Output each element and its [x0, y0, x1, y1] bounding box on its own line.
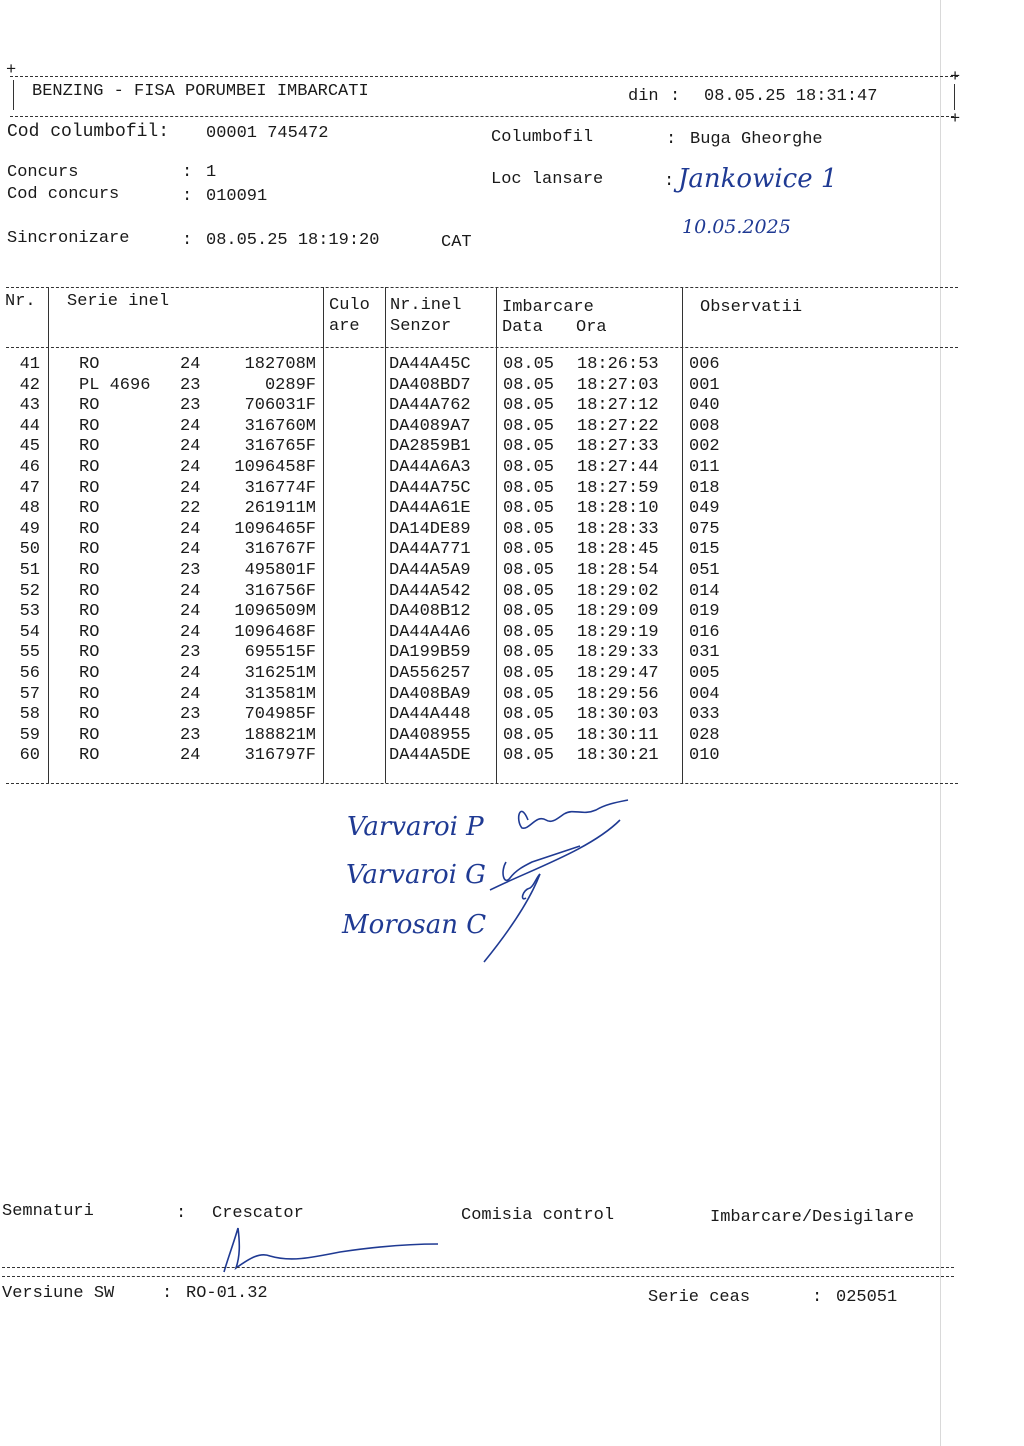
cell-inel: 261911M	[244, 499, 316, 519]
cell-nr: 45	[19, 437, 40, 457]
cell-data: 08.05	[503, 540, 555, 560]
table-row	[0, 479, 1024, 500]
cell-data: 08.05	[503, 437, 555, 457]
table-row	[0, 623, 1024, 644]
cell-ora: 18:30:11	[577, 725, 659, 745]
cell-data: 08.05	[503, 355, 555, 374]
cell-senzor: DA44A762	[389, 396, 471, 416]
header-senzor: Senzor	[390, 317, 452, 336]
cell-ora: 18:29:09	[577, 602, 659, 622]
table-row	[0, 643, 1024, 664]
sincronizare-zone: CAT	[441, 233, 472, 252]
cell-senzor: DA408955	[389, 725, 471, 745]
divider	[2, 1276, 954, 1277]
loc-lansare-value: Jankowice 1	[678, 164, 838, 194]
cell-ora: 18:26:53	[577, 355, 659, 374]
cell-data: 08.05	[503, 725, 555, 745]
cell-data: 08.05	[503, 684, 555, 704]
cod-columbofil-label: Cod columbofil:	[7, 122, 170, 142]
sincronizare-label: Sincronizare	[7, 229, 130, 248]
table-row	[0, 417, 1024, 438]
cell-observatii: 028	[689, 725, 720, 745]
cell-an: 23	[180, 705, 201, 725]
cell-ora: 18:28:33	[577, 519, 659, 539]
concurs-label: Concurs	[7, 163, 79, 182]
cell-nr: 57	[19, 684, 40, 704]
cell-senzor: DA44A771	[389, 540, 471, 560]
loc-lansare-date: 10.05.2025	[682, 216, 791, 238]
divider	[2, 1267, 954, 1268]
cell-inel: 188821M	[244, 725, 316, 745]
cell-inel: 0289F	[264, 375, 316, 395]
cell-nr: 48	[19, 499, 40, 519]
cell-nr: 58	[19, 705, 40, 725]
divider	[6, 287, 958, 288]
cell-an: 24	[180, 478, 201, 498]
cell-senzor: DA44A75C	[389, 478, 471, 498]
cell-ora: 18:29:56	[577, 684, 659, 704]
cell-ora: 18:28:45	[577, 540, 659, 560]
cell-data: 08.05	[503, 519, 555, 539]
cell-data: 08.05	[503, 416, 555, 436]
cell-tara: RO	[79, 581, 100, 601]
cell-senzor: DA408BA9	[389, 684, 471, 704]
cell-observatii: 018	[689, 478, 720, 498]
cell-inel: 316774F	[244, 478, 316, 498]
cell-nr: 56	[19, 664, 40, 683]
cell-observatii: 014	[689, 581, 720, 601]
cell-nr: 47	[19, 478, 40, 498]
cell-nr: 43	[19, 396, 40, 416]
table-row	[0, 437, 1024, 458]
cell-senzor: DA44A4A6	[389, 622, 471, 642]
cell-an: 22	[180, 499, 201, 519]
cell-senzor: DA556257	[389, 664, 471, 683]
cell-nr: 55	[19, 643, 40, 663]
cod-columbofil-value: 00001 745472	[206, 124, 329, 143]
table-row	[0, 746, 1024, 767]
cell-observatii: 010	[689, 746, 720, 766]
table-row	[0, 499, 1024, 520]
cell-tara: RO	[79, 684, 100, 704]
cell-senzor: DA4089A7	[389, 416, 471, 436]
header-ora: Ora	[576, 318, 607, 337]
table-row	[0, 705, 1024, 726]
cell-tara: PL 4696	[79, 375, 151, 395]
cell-data: 08.05	[503, 622, 555, 642]
header-observatii: Observatii	[700, 298, 803, 317]
header-culoare-2: are	[329, 317, 360, 336]
cell-nr: 46	[19, 458, 40, 477]
semnaturi-label: Semnaturi	[2, 1202, 94, 1221]
table-row	[0, 355, 1024, 376]
handwritten-name-2: Varvaroi G	[346, 860, 486, 890]
cell-tara: RO	[79, 643, 100, 663]
divider	[10, 76, 958, 77]
header-data: Data	[502, 318, 543, 337]
cell-observatii: 075	[689, 519, 720, 539]
cell-observatii: 008	[689, 416, 720, 436]
cell-an: 24	[180, 540, 201, 560]
cell-data: 08.05	[503, 396, 555, 416]
cell-observatii: 005	[689, 664, 720, 683]
cell-data: 08.05	[503, 643, 555, 663]
cell-an: 23	[180, 643, 201, 663]
cell-ora: 18:27:33	[577, 437, 659, 457]
cell-an: 24	[180, 355, 201, 374]
cell-nr: 51	[19, 561, 40, 580]
cell-senzor: DA44A5DE	[389, 746, 471, 766]
comisia-label: Comisia control	[461, 1206, 615, 1225]
cell-observatii: 015	[689, 540, 720, 560]
cell-inel: 182708M	[244, 355, 316, 374]
cell-an: 24	[180, 581, 201, 601]
cell-inel: 313581M	[244, 684, 316, 704]
header-culoare: Culo	[329, 296, 370, 315]
header-nr: Nr.	[5, 292, 36, 311]
table-row	[0, 726, 1024, 747]
table-row	[0, 396, 1024, 417]
cell-an: 24	[180, 684, 201, 704]
header-nr-inel: Nr.inel	[390, 296, 462, 315]
cell-tara: RO	[79, 437, 100, 457]
cell-tara: RO	[79, 519, 100, 539]
cell-inel: 1096458F	[234, 458, 316, 477]
cell-tara: RO	[79, 540, 100, 560]
cell-data: 08.05	[503, 458, 555, 477]
cell-data: 08.05	[503, 705, 555, 725]
sincronizare-value: 08.05.25 18:19:20	[206, 231, 380, 250]
cell-an: 24	[180, 664, 201, 683]
imbarcare-label: Imbarcare/Desigilare	[710, 1208, 915, 1227]
cell-senzor: DA44A61E	[389, 499, 471, 519]
versiune-value: RO-01.32	[186, 1284, 268, 1303]
cod-concurs-label: Cod concurs	[7, 185, 120, 204]
cell-data: 08.05	[503, 499, 555, 519]
table-row	[0, 685, 1024, 706]
cell-observatii: 033	[689, 705, 720, 725]
table-row	[0, 540, 1024, 561]
cell-an: 24	[180, 458, 201, 477]
cell-an: 24	[180, 622, 201, 642]
cell-nr: 42	[19, 375, 40, 395]
cell-tara: RO	[79, 746, 100, 766]
cell-senzor: DA44A5A9	[389, 561, 471, 580]
cell-an: 24	[180, 602, 201, 622]
cell-senzor: DA44A448	[389, 705, 471, 725]
cod-concurs-value: 010091	[206, 187, 268, 206]
handwritten-name-1: Varvaroi P	[347, 812, 484, 842]
cell-data: 08.05	[503, 581, 555, 601]
cell-nr: 49	[19, 519, 40, 539]
cell-inel: 706031F	[244, 396, 316, 416]
cell-ora: 18:29:33	[577, 643, 659, 663]
table-row	[0, 602, 1024, 623]
cell-an: 24	[180, 519, 201, 539]
cell-an: 23	[180, 375, 201, 395]
date-label: din	[628, 87, 659, 106]
header-imbarcare: Imbarcare	[502, 298, 594, 317]
cell-tara: RO	[79, 561, 100, 580]
cell-inel: 1096509M	[234, 602, 316, 622]
crescator-signature	[210, 1222, 450, 1282]
cell-inel: 316765F	[244, 437, 316, 457]
cell-observatii: 004	[689, 684, 720, 704]
divider	[10, 116, 954, 117]
cell-ora: 18:27:59	[577, 478, 659, 498]
cell-nr: 52	[19, 581, 40, 601]
cell-inel: 1096465F	[234, 519, 316, 539]
serie-ceas-value: 025051	[836, 1288, 898, 1307]
divider	[13, 80, 14, 110]
cell-observatii: 006	[689, 355, 720, 374]
cell-tara: RO	[79, 499, 100, 519]
cell-nr: 59	[19, 725, 40, 745]
cell-observatii: 002	[689, 437, 720, 457]
cell-inel: 695515F	[244, 643, 316, 663]
cell-observatii: 011	[689, 458, 720, 477]
cell-an: 23	[180, 561, 201, 580]
columbofil-value: Buga Gheorghe	[690, 130, 823, 149]
cell-senzor: DA408BD7	[389, 375, 471, 395]
cell-tara: RO	[79, 705, 100, 725]
cell-nr: 50	[19, 540, 40, 560]
cell-senzor: DA44A542	[389, 581, 471, 601]
cell-observatii: 040	[689, 396, 720, 416]
table-row	[0, 458, 1024, 479]
loc-lansare-label: Loc lansare	[491, 170, 604, 189]
cell-an: 23	[180, 725, 201, 745]
table-row	[0, 520, 1024, 541]
cell-ora: 18:30:21	[577, 746, 659, 766]
cell-nr: 53	[19, 602, 40, 622]
cell-senzor: DA199B59	[389, 643, 471, 663]
cell-tara: RO	[79, 664, 100, 683]
cell-ora: 18:28:10	[577, 499, 659, 519]
date-value: 08.05.25 18:31:47	[704, 87, 878, 106]
cell-ora: 18:30:03	[577, 705, 659, 725]
concurs-value: 1	[206, 163, 217, 182]
signature-scribble	[470, 790, 640, 970]
cell-senzor: DA408B12	[389, 602, 471, 622]
cell-tara: RO	[79, 478, 100, 498]
cell-senzor: DA14DE89	[389, 519, 471, 539]
versiune-label: Versiune SW	[2, 1284, 115, 1303]
cell-observatii: 051	[689, 561, 720, 580]
cell-nr: 54	[19, 622, 40, 642]
cell-an: 24	[180, 437, 201, 457]
table-row	[0, 664, 1024, 685]
cell-observatii: 016	[689, 622, 720, 642]
page-title: BENZING - FISA PORUMBEI IMBARCATI	[32, 82, 369, 101]
cell-inel: 316756F	[244, 581, 316, 601]
serie-ceas-label: Serie ceas	[648, 1288, 751, 1307]
cell-an: 24	[180, 416, 201, 436]
cell-an: 24	[180, 746, 201, 766]
cell-data: 08.05	[503, 664, 555, 683]
cell-observatii: 001	[689, 375, 720, 395]
cell-inel: 316251M	[244, 664, 316, 683]
cell-ora: 18:27:03	[577, 375, 659, 395]
table-row	[0, 561, 1024, 582]
cell-senzor: DA44A6A3	[389, 458, 471, 477]
table-row	[0, 376, 1024, 397]
cell-ora: 18:29:02	[577, 581, 659, 601]
cell-data: 08.05	[503, 746, 555, 766]
cell-tara: RO	[79, 396, 100, 416]
cell-an: 23	[180, 396, 201, 416]
header-serie-inel: Serie inel	[67, 292, 170, 311]
cell-nr: 60	[19, 746, 40, 766]
cell-ora: 18:29:47	[577, 664, 659, 683]
divider	[6, 783, 958, 784]
cell-tara: RO	[79, 725, 100, 745]
handwritten-name-3: Morosan C	[342, 910, 487, 940]
cell-senzor: DA44A45C	[389, 355, 471, 374]
crescator-label: Crescator	[212, 1204, 304, 1223]
cell-data: 08.05	[503, 602, 555, 622]
cell-senzor: DA2859B1	[389, 437, 471, 457]
cell-tara: RO	[79, 622, 100, 642]
cell-data: 08.05	[503, 561, 555, 580]
cell-tara: RO	[79, 458, 100, 477]
cell-inel: 316797F	[244, 746, 316, 766]
cell-nr: 44	[19, 416, 40, 436]
table-row	[0, 582, 1024, 603]
cell-tara: RO	[79, 602, 100, 622]
cell-inel: 1096468F	[234, 622, 316, 642]
cell-observatii: 049	[689, 499, 720, 519]
cell-inel: 316760M	[244, 416, 316, 436]
cell-data: 08.05	[503, 375, 555, 395]
cell-ora: 18:27:12	[577, 396, 659, 416]
cell-observatii: 019	[689, 602, 720, 622]
cell-ora: 18:27:44	[577, 458, 659, 477]
cell-ora: 18:28:54	[577, 561, 659, 580]
cell-inel: 495801F	[244, 561, 316, 580]
cell-tara: RO	[79, 416, 100, 436]
cell-data: 08.05	[503, 478, 555, 498]
cell-nr: 41	[19, 355, 40, 374]
divider	[954, 84, 955, 110]
divider	[6, 347, 958, 348]
cell-inel: 316767F	[244, 540, 316, 560]
cell-observatii: 031	[689, 643, 720, 663]
cell-tara: RO	[79, 355, 100, 374]
cell-ora: 18:27:22	[577, 416, 659, 436]
columbofil-label: Columbofil	[491, 128, 594, 147]
cell-ora: 18:29:19	[577, 622, 659, 642]
cell-inel: 704985F	[244, 705, 316, 725]
